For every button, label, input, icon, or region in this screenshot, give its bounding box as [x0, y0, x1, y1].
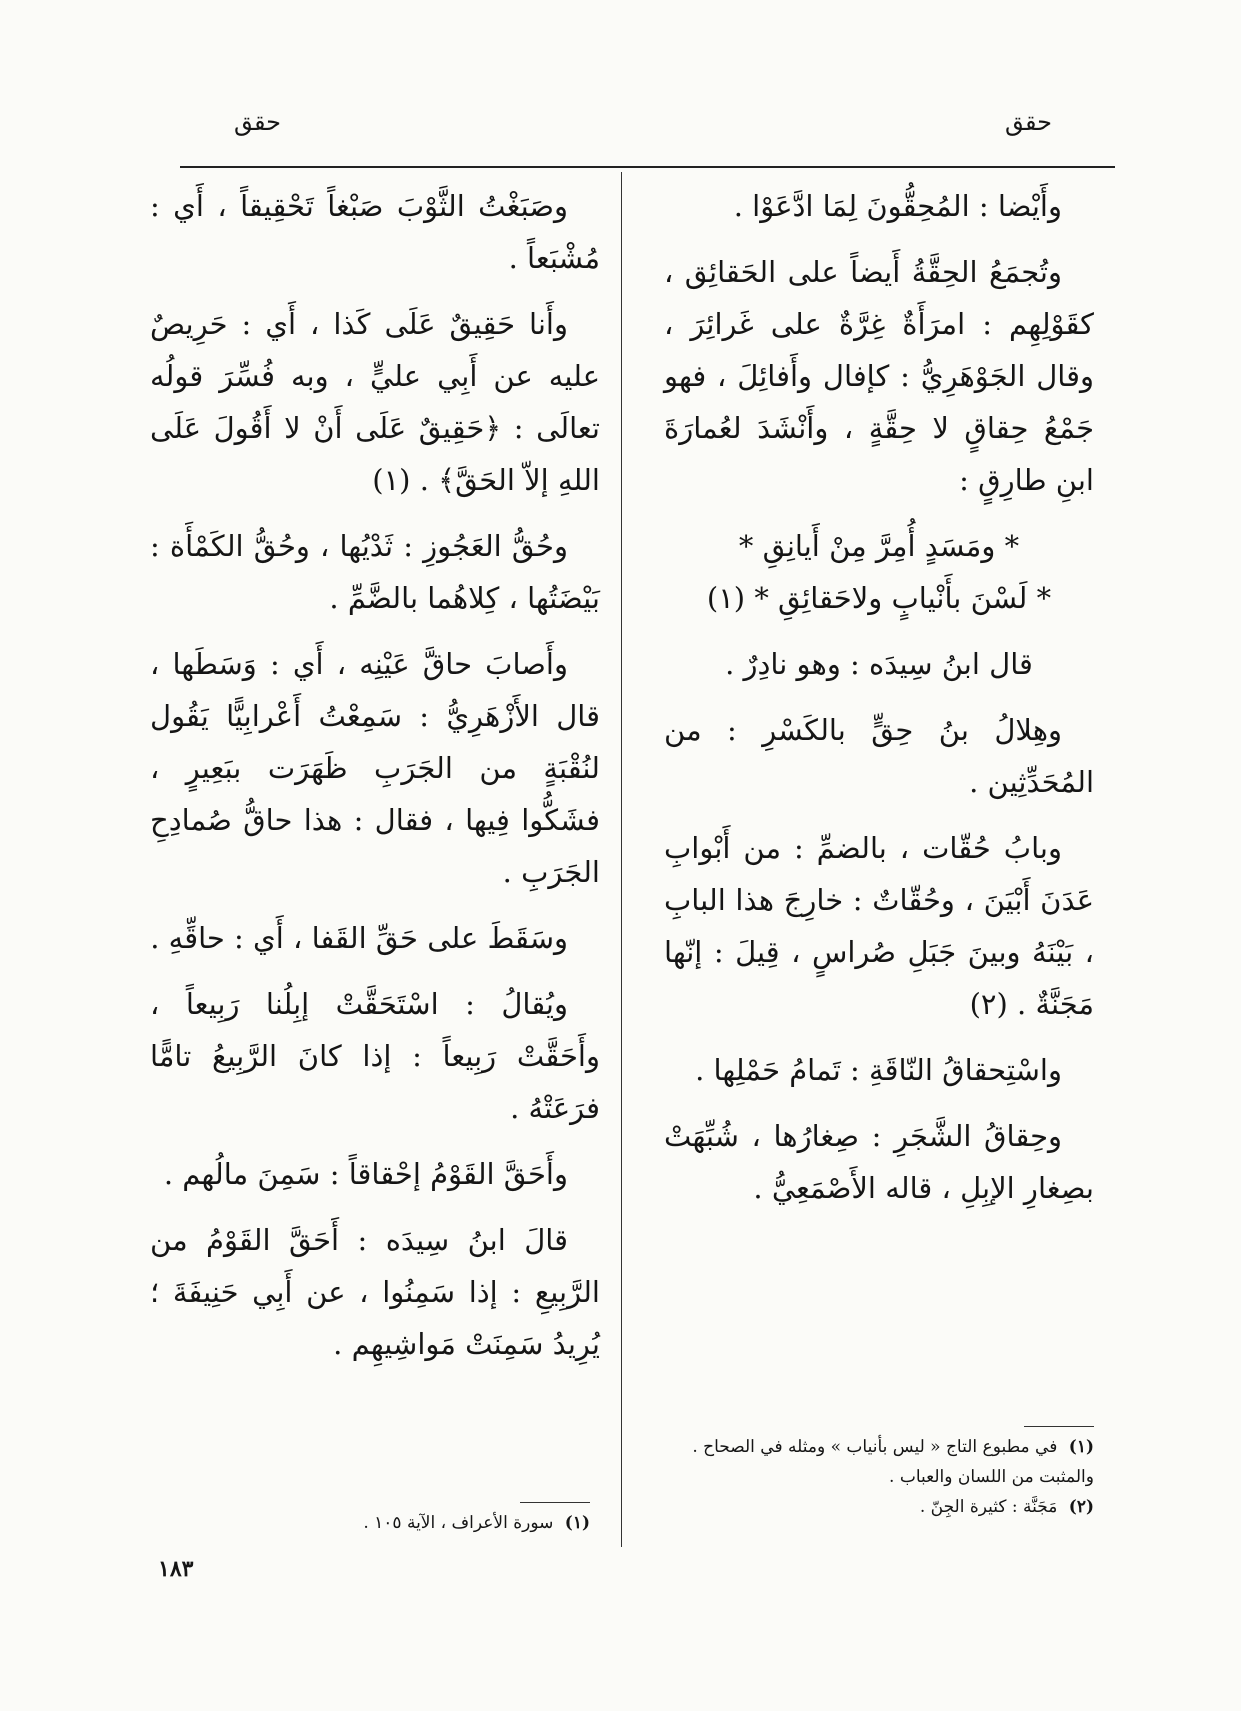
header-rule: [180, 166, 1115, 168]
footnote-rule: [1024, 1426, 1094, 1427]
page-number: ١٨٣: [158, 1556, 194, 1582]
entry-paragraph: وأَنا حَقِيقٌ عَلَى كَذا ، أَي : حَرِيصٌ عليه عن أَبِي عليٍّ ، وبه فُسِّرَ قولُه تعالَى : ﴿حَقِيقٌ عَلَى أَنْ لا أَقُولَ عَلَى اللهِ إلاّ الحَقَّ﴾ . (١): [150, 307, 600, 497]
footnotes-left: [260, 1508, 590, 1538]
footnote-number: (١): [1068, 1437, 1094, 1457]
entry-paragraph: وبابُ حُقّات ، بالضمِّ : من أَبْوابِ عَدَنَ أَبْيَنَ ، وحُقّاتٌ : خارِجَ هذا البابِ ، بَيْنَهُ وبينَ جَبَلِ صُراسٍ ، قِيلَ : إنّها مَجَنَّةٌ . (٢): [664, 831, 1094, 1021]
footnote-text: في مطبوع التاج « ليس بأنياب » ومثله في الصحاح . والمثبت من اللسان والعباب .: [692, 1437, 1094, 1487]
footnote-text: مَجَنَّة : كثيرة الجِنّ .: [919, 1497, 1058, 1517]
entry-paragraph: وسَقَطَ على حَقِّ القَفا ، أَي : حاقِّهِ .: [150, 921, 568, 955]
entry-paragraph: واسْتِحقاقُ النّاقَةِ : تَمامُ حَمْلِها .: [695, 1053, 1062, 1087]
footnote: [260, 1508, 590, 1538]
right-column: [664, 180, 1094, 1228]
verse-block: [664, 520, 1094, 624]
entry-paragraph: وهِلالُ بنُ حِقٍّ بالكَسْرِ : من المُحَدِّثِين .: [664, 713, 1094, 799]
running-header-left: حقق: [234, 108, 281, 136]
entry-paragraph: وأَحَقَّ القَوْمُ إحْقاقاً : سَمِنَ مالُهم .: [163, 1157, 568, 1191]
footnote-number: (٢): [1068, 1497, 1094, 1517]
footnote-number: (١): [564, 1513, 590, 1533]
entry-paragraph: وحِقاقُ الشَّجَرِ : صِغارُها ، شُبِّهَتْ بصِغارِ الإبِلِ ، قاله الأَصْمَعِيُّ .: [664, 1119, 1094, 1205]
left-column: [150, 180, 600, 1384]
entry-paragraph: ويُقالُ : اسْتَحَقَّتْ إبِلُنا رَبِيعاً ، وأَحَقَّتْ رَبِيعاً : إذا كانَ الرَّبِيعُ تامًّا فرَعَتْهُ .: [150, 987, 600, 1125]
footnote-rule: [520, 1502, 590, 1503]
verse-line: * لَسْنَ بأَنْيابٍ ولاحَقائِقِ * (١): [706, 581, 1052, 615]
entry-paragraph: قالَ ابنُ سِيدَه : أَحَقَّ القَوْمُ من الرَّبِيعِ : إذا سَمِنُوا ، عن أَبِي حَنِيفَةَ ؛ يُرِيدُ سَمِنَتْ مَواشِيهِم .: [150, 1223, 600, 1361]
running-header-right: حقق: [1005, 108, 1052, 136]
footnote-text: سورة الأعراف ، الآية ١٠٥ .: [363, 1513, 554, 1533]
verse-line: * ومَسَدٍ أُمِرَّ مِنْ أَيانِقِ *: [738, 529, 1020, 563]
entry-paragraph: وصَبَغْتُ الثَّوْبَ صَبْغاً تَحْقِيقاً ، أَي : مُشْبَعاً .: [150, 189, 600, 275]
entry-paragraph: قال ابنُ سِيدَه : وهو نادِرٌ .: [725, 647, 1033, 681]
footnotes-right: [664, 1432, 1094, 1522]
entry-paragraph: وأَصابَ حاقَّ عَيْنِه ، أَي : وَسَطَها ، قال الأَزْهَرِيُّ : سَمِعْتُ أَعْرابِيًّا يَقُول لنُقْبَةٍ من الجَرَبِ ظَهَرَت ببَعِيرٍ ، فشَكُّوا فِيها ، فقال : هذا حاقُّ صُمادِحِ الجَرَبِ .: [150, 647, 600, 889]
entry-paragraph: وحُقُّ العَجُوزِ : ثَدْيُها ، وحُقُّ الكَمْأَة : بَيْضَتُها ، كِلاهُما بالضَّمِّ .: [150, 529, 600, 615]
column-divider: [621, 172, 622, 1547]
footnote: [664, 1492, 1094, 1522]
entry-paragraph: وتُجمَعُ الحِقَّةُ أَيضاً على الحَقائِق ، كقَوْلِهِم : امرَأَةٌ غِرَّةٌ على غَرائِرَ ، وقال الجَوْهَرِيُّ : كإفال وأَفائِلَ ، فهو جَمْعُ حِقاقٍ لا حِقَّةٍ ، وأَنْشَدَ لعُمارَةَ ابنِ طارِقٍ :: [664, 255, 1094, 497]
entry-paragraph: وأَيْضا : المُحِقُّونَ لِمَا ادَّعَوْا .: [733, 189, 1062, 223]
footnote: [664, 1432, 1094, 1492]
